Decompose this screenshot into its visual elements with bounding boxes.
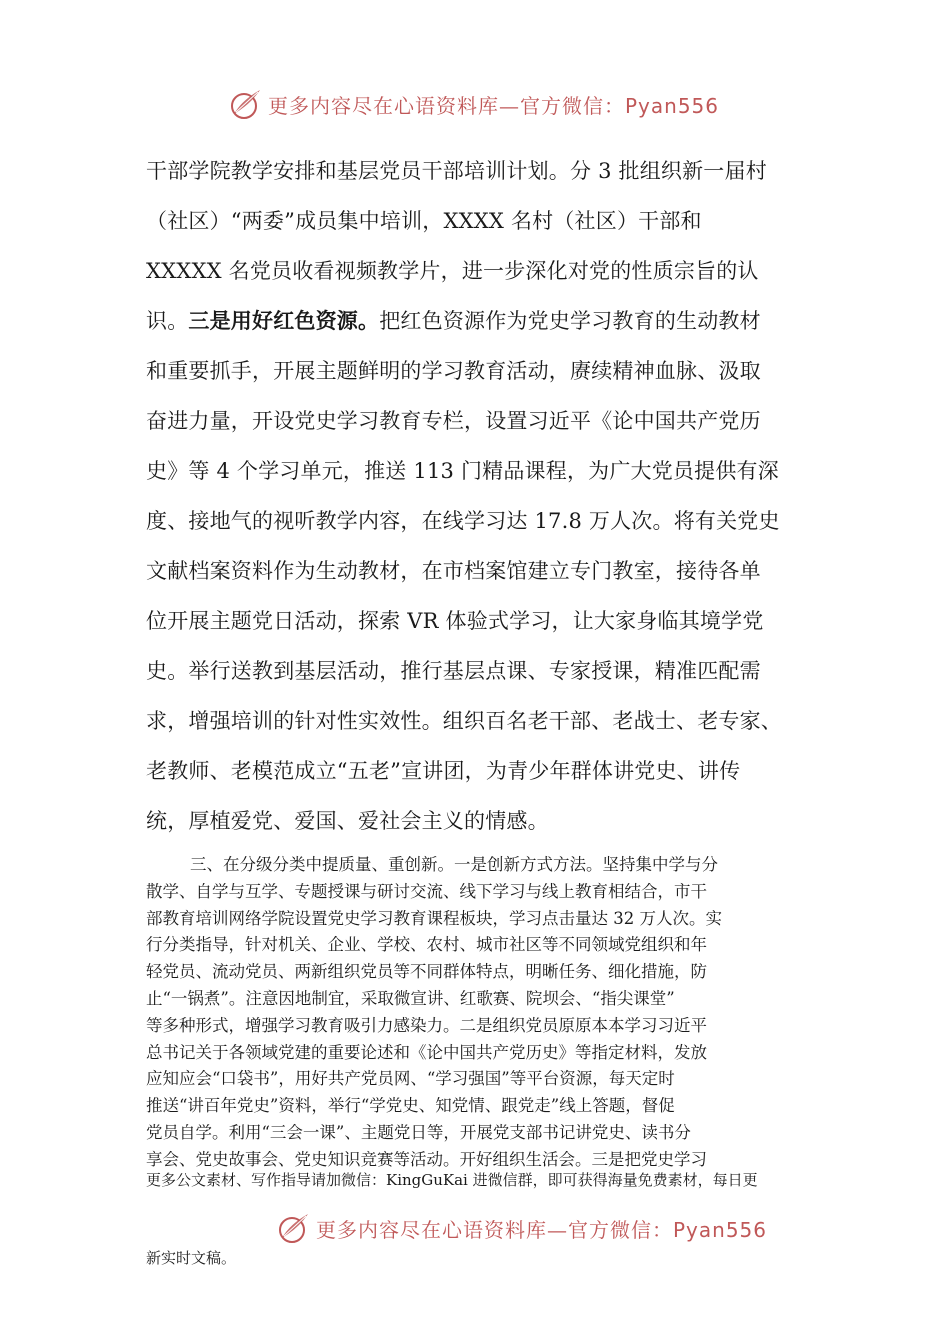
quill-pen-logo-icon bbox=[276, 1210, 312, 1246]
section-three-line: 行分类指导，针对机关、企业、学校、农村、城市社区等不同领域党组织和年 bbox=[146, 935, 707, 955]
footer-banner-label: 更多内容尽在心语资料库—官方微信： bbox=[316, 1217, 673, 1242]
header-wechat-id: Pyan556 bbox=[625, 93, 720, 118]
body-line-10: 位开展主题党日活动，探索 VR 体验式学习，让大家身临其境学党 bbox=[146, 609, 764, 633]
section-three-line: 散学、自学与互学、专题授课与研讨交流、线下学习与线上教育相结合，市干 bbox=[146, 881, 707, 901]
body-line-4-rest: 把红色资源作为党史学习教育的生动教材 bbox=[379, 309, 761, 333]
section-three-line: 止“一锅煮”。注意因地制宜，采取微宣讲、红歌赛、院坝会、“指尖课堂” bbox=[146, 988, 675, 1008]
body-line-4-start: 识。 bbox=[146, 309, 189, 333]
promo-text: 更多公文素材、写作指导请加微信：KingGuKai 进微信群，即可获得海量免费素材，每日更 bbox=[146, 1171, 758, 1189]
section-three-line: 总书记关于各领域党建的重要论述和《论中国共产党历史》等指定材料，发放 bbox=[146, 1042, 707, 1062]
body-line-8: 度、接地气的视听教学内容，在线学习达 17.8 万人次。将有关党史 bbox=[146, 509, 780, 533]
promo-text-tail: 新实时文稿。 bbox=[146, 1249, 237, 1267]
section-three-line: 部教育培训网络学院设置党史学习教育课程板块，学习点击量达 32 万人次。实 bbox=[146, 908, 722, 928]
body-line-9: 文献档案资料作为生动教材，在市档案馆建立专门教室，接待各单 bbox=[146, 559, 761, 583]
section-three-line: 应知应会“口袋书”，用好共产党员网、“学习强国”等平台资源，每天定时 bbox=[146, 1069, 675, 1089]
bold-heading-red-resources: 三是用好红色资源。 bbox=[188, 308, 380, 333]
header-watermark-banner bbox=[228, 84, 719, 124]
footer-watermark-banner bbox=[276, 1208, 767, 1248]
body-line-14: 统，厚植爱党、爱国、爱社会主义的情感。 bbox=[146, 809, 549, 833]
section-three-line: 党员自学。利用“三会一课”、主题党日等，开展党支部书记讲党史、读书分 bbox=[146, 1122, 691, 1142]
body-line-6: 奋进力量，开设党史学习教育专栏，设置习近平《论中国共产党历 bbox=[146, 409, 761, 433]
body-line-2: （社区）“两委”成员集中培训，XXXX 名村（社区）干部和 bbox=[146, 209, 702, 233]
section-three-line: 三、在分级分类中提质量、重创新。一是创新方式方法。坚持集中学与分 bbox=[190, 855, 718, 874]
section-three-line: 享会、党史故事会、党史知识竞赛等活动。开好组织生活会。三是把党史学习 bbox=[146, 1149, 707, 1169]
section-three-line: 推送“讲百年党史”资料，举行“学党史、知党情、跟党走”线上答题，督促 bbox=[146, 1096, 675, 1116]
body-line-3: XXXXX 名党员收看视频教学片，进一步深化对党的性质宗旨的认 bbox=[146, 259, 759, 283]
body-line-4 bbox=[146, 306, 761, 336]
body-line-13: 老教师、老模范成立“五老”宣讲团，为青少年群体讲党史、讲传 bbox=[146, 759, 741, 783]
body-line-5: 和重要抓手，开展主题鲜明的学习教育活动，赓续精神血脉、汲取 bbox=[146, 359, 761, 383]
body-line-11: 史。举行送教到基层活动，推行基层点课、专家授课，精准匹配需 bbox=[146, 659, 761, 683]
section-three-paragraph bbox=[146, 852, 806, 1174]
section-three-line: 轻党员、流动党员、两新组织党员等不同群体特点，明晰任务、细化措施，防 bbox=[146, 962, 707, 982]
body-line-1: 干部学院教学安排和基层党员干部培训计划。分 3 批组织新一届村 bbox=[146, 159, 767, 183]
header-banner-text bbox=[268, 90, 719, 119]
footer-banner-text bbox=[316, 1214, 767, 1243]
body-line-7: 史》等 4 个学习单元，推送 113 门精品课程，为广大党员提供有深 bbox=[146, 459, 779, 483]
body-line-12: 求，增强培训的针对性实效性。组织百名老干部、老战士、老专家、 bbox=[146, 709, 782, 733]
footer-wechat-id: Pyan556 bbox=[673, 1217, 768, 1242]
section-three-line: 等多种形式，增强学习教育吸引力感染力。二是组织党员原原本本学习习近平 bbox=[146, 1015, 707, 1035]
quill-pen-logo-icon bbox=[228, 86, 264, 122]
header-banner-label: 更多内容尽在心语资料库—官方微信： bbox=[268, 93, 625, 118]
